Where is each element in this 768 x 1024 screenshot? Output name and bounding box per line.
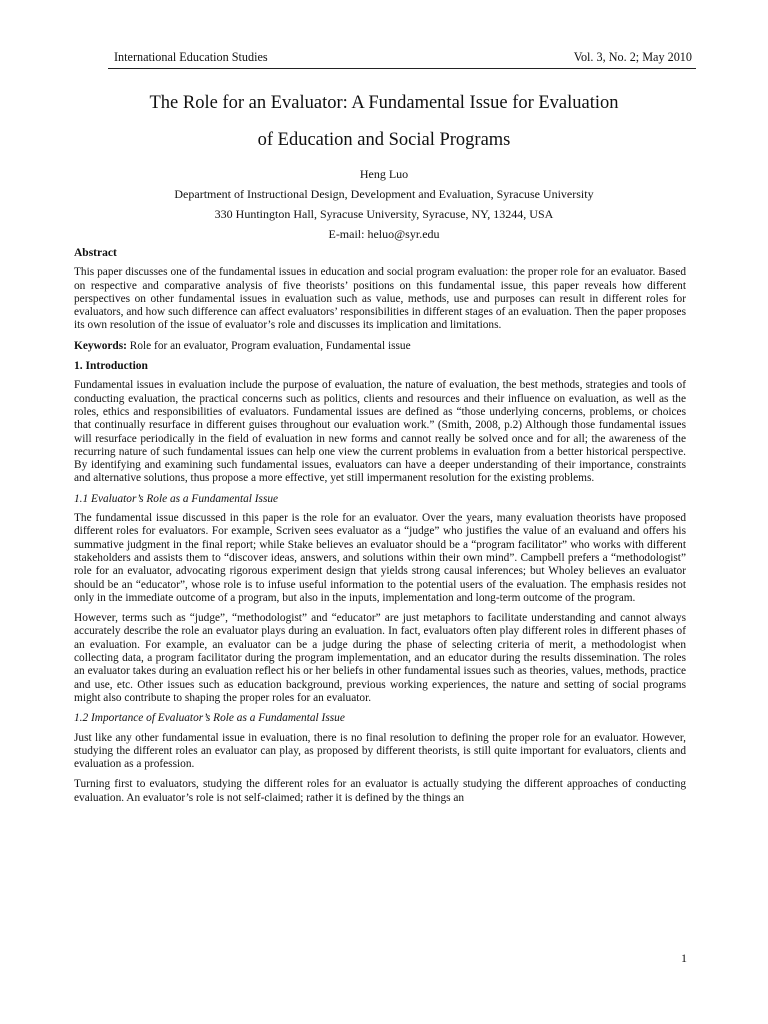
- paper-title-line-1: The Role for an Evaluator: A Fundamental Issue for Evaluation: [149, 93, 619, 113]
- keywords: [74, 340, 686, 353]
- paragraph: Turning first to evaluators, studying the different roles for an evaluator is actually studying the different approaches of conducting evaluation. An evaluator’s role is not self-claimed; rather it is defined by the things an: [74, 778, 686, 804]
- section-heading-introduction: 1. Introduction: [74, 360, 148, 373]
- paragraph: Fundamental issues in evaluation include the purpose of evaluation, the nature of evaluation, the best methods, strategies and tools of conducting evaluation, the practical concerns such as politics, clients and resources and their influence on evaluation, as well as the roles, ethics and responsibilities of evaluators. Fundamental issues are defined as “those underlying concerns, problems, or choices that continually resurface in different guises throughout our evaluation work.” (Smith, 2008, p.2) Although those fundamental issues will resurface periodically in the field of evaluation in new forms and cannot really be solved once and for all; the awareness of the recurring nature of such fundamental issues can help one view the current problems in evaluation from a better historical perspective. By identifying and examining such fundamental issues, evaluators can have a deeper understanding of their importance, constraints and alternative solutions, thus propose a more effective, yet still impermanent resolution for the existing problems.: [74, 379, 686, 485]
- subsection-heading-1-1: 1.1 Evaluator’s Role as a Fundamental Issue: [74, 492, 279, 505]
- keywords-label: Keywords:: [74, 339, 127, 352]
- author-name: Heng Luo: [359, 167, 409, 181]
- abstract-text: This paper discusses one of the fundamental issues in education and social program evaluation: the proper role for an evaluator. Based on respective and comparative analysis of five theorists’ positions on this fundamental issue, this paper reveals how different perspectives on other fundamental issues in evaluation such as value, methods, use and purposes can result in different roles for evaluators, and how such difference can affect evaluators’ responsibilities in different stages of an evaluation. Then the paper proposes its own resolution of the issue of evaluator’s role and discusses its implication and limitations.: [74, 266, 686, 332]
- volume-info: Vol. 3, No. 2; May 2010: [573, 50, 692, 64]
- author-email: E-mail: heluo@syr.edu: [328, 227, 440, 241]
- paragraph: However, terms such as “judge”, “methodologist” and “educator” are just metaphors to facilitate understanding and cannot always accurately describe the role an evaluator plays during an evaluation. In fact, evaluators often play different roles in different phases of an evaluation. For example, an evaluator can be a judge during the phase of selecting criteria of merit, a methodologist when collecting data, a program facilitator during the program implementation, and an educator during the results dissemination. The roles an evaluator takes during an evaluation reflect his or her beliefs in other fundamental issues such as theories, values, methods, practice and use, etc. Other issues such as education background, previous working experiences, the nature and setting of social programs might also contribute to shaping the proper roles for an evaluator.: [74, 612, 686, 704]
- paragraph: The fundamental issue discussed in this paper is the role for an evaluator. Over the years, many evaluation theorists have proposed different roles for evaluators. For example, Scriven sees evaluator as a “judge” who justifies the value of an evaluand and offers his summative judgment in the final report; while Stake believes an evaluator should be a “program facilitator” who works with different stakeholders and assists them to “discover ideas, answers, and solutions within their own mind”. Campbell prefers a “methodologist” role for an evaluator, advocating rigorous experiment design that yields strong causal inferences; but Wholey believes an evaluator should be an “educator”, whose role is to infuse useful information to the potential users of the evaluation. The emphasis resides not only in the immediate outcome of a program, but also in the inputs, implementation and long-term outcome of the program.: [74, 512, 686, 604]
- author-department: Department of Instructional Design, Development and Evaluation, Syracuse University: [174, 187, 594, 201]
- abstract-heading: Abstract: [74, 247, 117, 259]
- running-header: [108, 50, 696, 69]
- paper-body: [74, 247, 686, 812]
- author-address: 330 Huntington Hall, Syracuse University, Syracuse, NY, 13244, USA: [214, 207, 554, 221]
- paper-title-line-2: of Education and Social Programs: [257, 130, 511, 150]
- page-number: 1: [681, 951, 687, 965]
- keywords-text: Role for an evaluator, Program evaluation, Fundamental issue: [129, 339, 411, 352]
- paragraph: Just like any other fundamental issue in evaluation, there is no final resolution to defining the proper role for an evaluator. However, studying the different roles an evaluator can play, as proposed by different theorists, is still quite important for evaluators, clients and evaluation as a profession.: [74, 731, 686, 771]
- journal-name: International Education Studies: [114, 50, 268, 64]
- subsection-heading-1-2: 1.2 Importance of Evaluator’s Role as a Fundamental Issue: [74, 712, 345, 725]
